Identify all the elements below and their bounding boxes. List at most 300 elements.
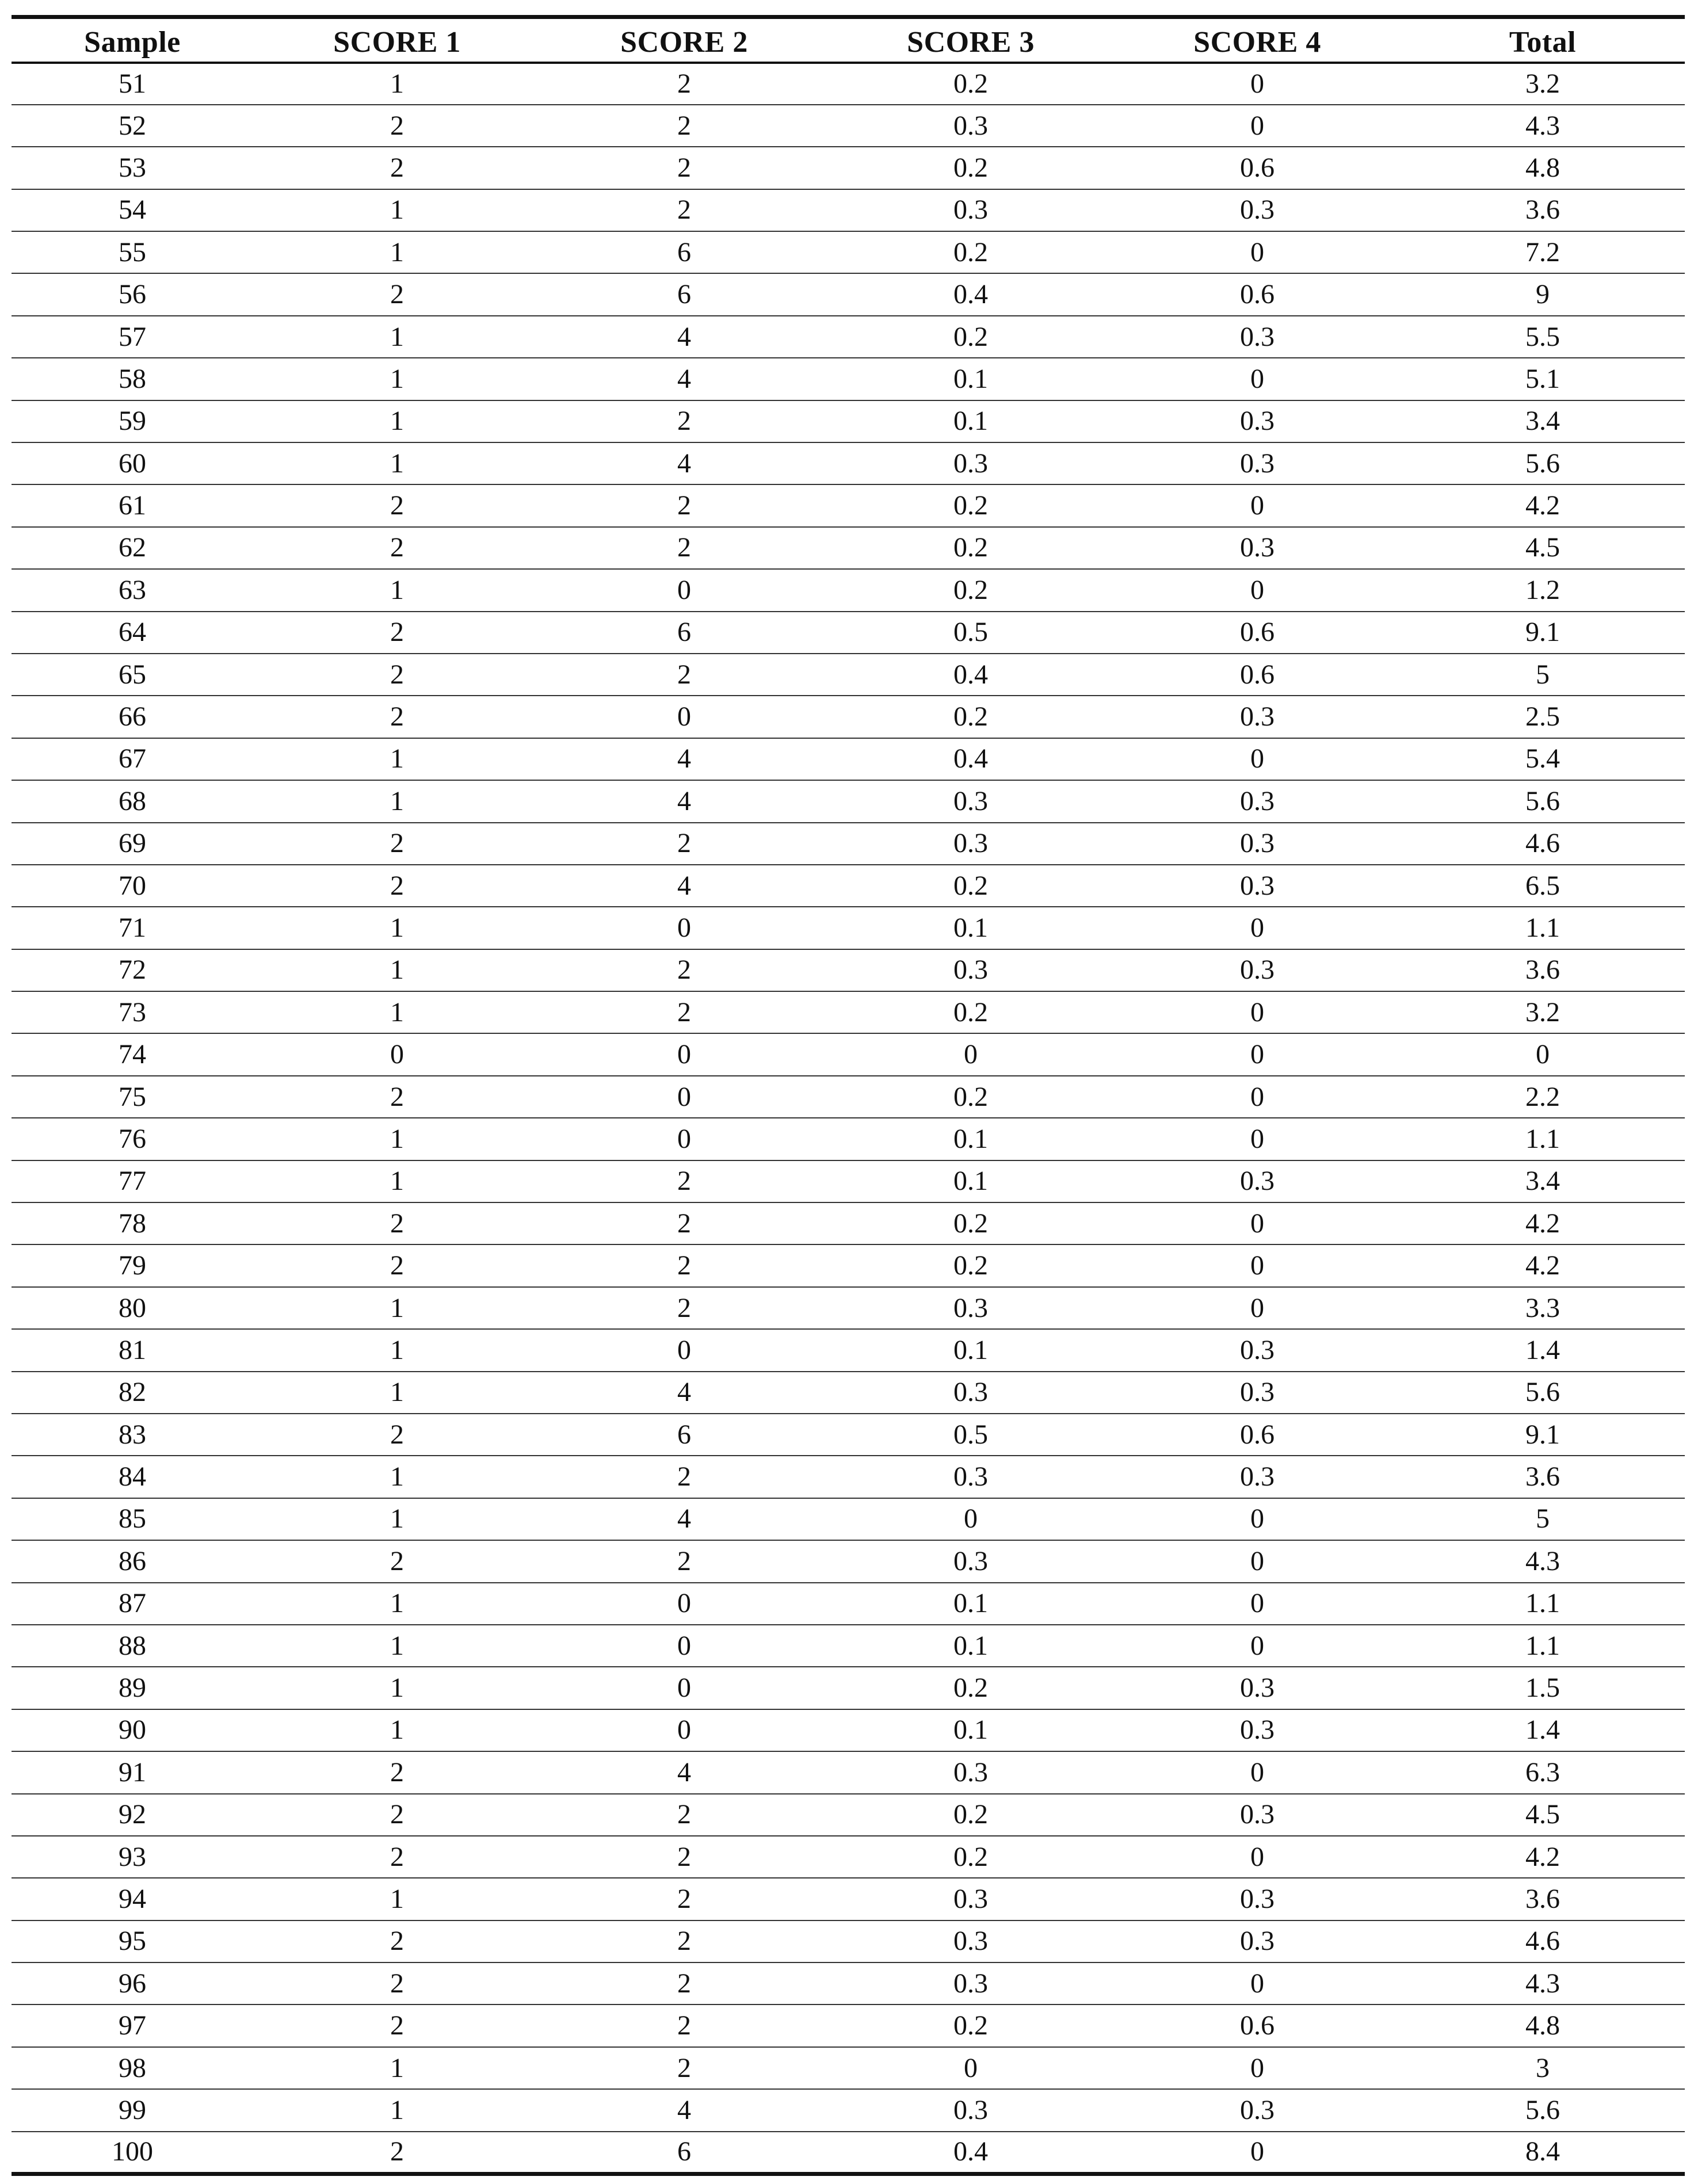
cell-sample: 83 <box>12 1414 253 1456</box>
table-row <box>12 1160 1685 1202</box>
cell-score-4: 0.3 <box>1114 1667 1401 1709</box>
table-row <box>12 484 1685 526</box>
cell-score-4: 0.3 <box>1114 1920 1401 1962</box>
cell-total: 5 <box>1401 1498 1685 1540</box>
cell-score-2: 6 <box>541 231 827 273</box>
table-row <box>12 273 1685 315</box>
table-row <box>12 527 1685 569</box>
cell-score-4: 0 <box>1114 358 1401 400</box>
cell-score-1: 2 <box>253 1794 541 1836</box>
cell-score-2: 0 <box>541 1329 827 1371</box>
cell-score-3: 0.2 <box>827 1244 1114 1286</box>
cell-score-1: 1 <box>253 2047 541 2089</box>
cell-sample: 76 <box>12 1118 253 1160</box>
cell-sample: 61 <box>12 484 253 526</box>
cell-total: 5.1 <box>1401 358 1685 400</box>
table-row <box>12 907 1685 949</box>
cell-total: 9.1 <box>1401 1414 1685 1456</box>
cell-score-3: 0.3 <box>827 1751 1114 1793</box>
table-row <box>12 696 1685 738</box>
cell-score-4: 0.3 <box>1114 316 1401 358</box>
cell-score-4: 0.6 <box>1114 273 1401 315</box>
cell-sample: 86 <box>12 1540 253 1582</box>
table-row <box>12 1076 1685 1118</box>
cell-score-1: 2 <box>253 1076 541 1118</box>
cell-score-1: 2 <box>253 1920 541 1962</box>
cell-sample: 53 <box>12 147 253 189</box>
cell-score-2: 6 <box>541 1414 827 1456</box>
cell-score-2: 6 <box>541 2132 827 2174</box>
cell-score-1: 2 <box>253 2004 541 2046</box>
cell-score-1: 2 <box>253 1962 541 2004</box>
cell-score-4: 0 <box>1114 1625 1401 1667</box>
cell-score-4: 0.3 <box>1114 696 1401 738</box>
cell-score-4: 0.3 <box>1114 1329 1401 1371</box>
cell-score-2: 2 <box>541 400 827 442</box>
cell-score-3: 0.2 <box>827 1202 1114 1244</box>
cell-score-1: 1 <box>253 1118 541 1160</box>
cell-score-1: 1 <box>253 1160 541 1202</box>
cell-total: 6.3 <box>1401 1751 1685 1793</box>
cell-total: 1.1 <box>1401 1583 1685 1625</box>
cell-score-3: 0.1 <box>827 1625 1114 1667</box>
cell-score-4: 0.6 <box>1114 2004 1401 2046</box>
cell-score-3: 0.3 <box>827 1920 1114 1962</box>
cell-score-1: 2 <box>253 612 541 654</box>
cell-score-1: 1 <box>253 1667 541 1709</box>
cell-total: 1.4 <box>1401 1329 1685 1371</box>
cell-score-4: 0.3 <box>1114 865 1401 907</box>
cell-score-2: 2 <box>541 654 827 696</box>
cell-sample: 58 <box>12 358 253 400</box>
cell-total: 9.1 <box>1401 612 1685 654</box>
cell-sample: 54 <box>12 189 253 231</box>
cell-sample: 87 <box>12 1583 253 1625</box>
cell-score-2: 2 <box>541 1836 827 1878</box>
table-row <box>12 1372 1685 1414</box>
cell-total: 4.6 <box>1401 823 1685 865</box>
cell-score-1: 2 <box>253 1244 541 1286</box>
cell-score-3: 0.3 <box>827 1962 1114 2004</box>
cell-score-2: 0 <box>541 907 827 949</box>
cell-score-3: 0.3 <box>827 823 1114 865</box>
cell-score-2: 2 <box>541 1244 827 1286</box>
cell-total: 3.6 <box>1401 189 1685 231</box>
cell-total: 3 <box>1401 2047 1685 2089</box>
cell-score-4: 0 <box>1114 105 1401 147</box>
cell-score-4: 0 <box>1114 1033 1401 1075</box>
cell-sample: 100 <box>12 2132 253 2174</box>
cell-score-2: 4 <box>541 738 827 780</box>
cell-score-3: 0.3 <box>827 189 1114 231</box>
cell-total: 4.5 <box>1401 527 1685 569</box>
cell-total: 7.2 <box>1401 231 1685 273</box>
cell-score-2: 2 <box>541 484 827 526</box>
cell-score-3: 0 <box>827 1498 1114 1540</box>
header-score-3: SCORE 3 <box>827 17 1114 63</box>
cell-score-3: 0.1 <box>827 907 1114 949</box>
cell-score-3: 0.3 <box>827 949 1114 991</box>
cell-score-2: 0 <box>541 569 827 611</box>
cell-score-2: 2 <box>541 823 827 865</box>
cell-sample: 66 <box>12 696 253 738</box>
cell-sample: 82 <box>12 1372 253 1414</box>
cell-sample: 99 <box>12 2089 253 2131</box>
cell-total: 5.4 <box>1401 738 1685 780</box>
cell-total: 3.6 <box>1401 1456 1685 1498</box>
cell-score-2: 0 <box>541 1667 827 1709</box>
cell-score-3: 0.2 <box>827 1794 1114 1836</box>
cell-score-3: 0.2 <box>827 696 1114 738</box>
table-row <box>12 1962 1685 2004</box>
cell-total: 3.3 <box>1401 1287 1685 1329</box>
cell-total: 2.5 <box>1401 696 1685 738</box>
cell-sample: 78 <box>12 1202 253 1244</box>
cell-score-1: 1 <box>253 63 541 105</box>
cell-score-2: 4 <box>541 358 827 400</box>
cell-total: 4.2 <box>1401 1836 1685 1878</box>
cell-sample: 77 <box>12 1160 253 1202</box>
cell-score-1: 2 <box>253 1836 541 1878</box>
cell-score-1: 1 <box>253 1709 541 1751</box>
table-row <box>12 991 1685 1033</box>
cell-score-1: 2 <box>253 1540 541 1582</box>
cell-score-2: 2 <box>541 1540 827 1582</box>
cell-sample: 85 <box>12 1498 253 1540</box>
cell-score-3: 0.2 <box>827 1836 1114 1878</box>
cell-score-2: 4 <box>541 780 827 822</box>
cell-total: 3.2 <box>1401 63 1685 105</box>
cell-score-3: 0.2 <box>827 865 1114 907</box>
cell-sample: 81 <box>12 1329 253 1371</box>
cell-score-2: 2 <box>541 1878 827 1920</box>
table-row <box>12 865 1685 907</box>
cell-score-1: 1 <box>253 1583 541 1625</box>
cell-score-3: 0.1 <box>827 1329 1114 1371</box>
cell-score-4: 0 <box>1114 1287 1401 1329</box>
cell-total: 4.8 <box>1401 147 1685 189</box>
cell-sample: 64 <box>12 612 253 654</box>
cell-score-3: 0.3 <box>827 1540 1114 1582</box>
cell-score-3: 0.3 <box>827 780 1114 822</box>
cell-score-3: 0.2 <box>827 147 1114 189</box>
cell-total: 1.2 <box>1401 569 1685 611</box>
cell-total: 5.5 <box>1401 316 1685 358</box>
cell-sample: 59 <box>12 400 253 442</box>
cell-score-4: 0.6 <box>1114 612 1401 654</box>
cell-score-4: 0 <box>1114 1076 1401 1118</box>
cell-score-1: 2 <box>253 1414 541 1456</box>
table-row <box>12 1836 1685 1878</box>
cell-score-1: 0 <box>253 1033 541 1075</box>
cell-score-3: 0.2 <box>827 63 1114 105</box>
cell-score-4: 0 <box>1114 1583 1401 1625</box>
cell-score-4: 0 <box>1114 1836 1401 1878</box>
cell-sample: 52 <box>12 105 253 147</box>
cell-score-3: 0.2 <box>827 484 1114 526</box>
table-row <box>12 1878 1685 1920</box>
cell-score-4: 0.3 <box>1114 949 1401 991</box>
cell-score-4: 0 <box>1114 2047 1401 2089</box>
table-row <box>12 442 1685 484</box>
cell-score-1: 1 <box>253 2089 541 2131</box>
cell-score-1: 2 <box>253 2132 541 2174</box>
cell-sample: 88 <box>12 1625 253 1667</box>
cell-sample: 56 <box>12 273 253 315</box>
cell-score-2: 0 <box>541 696 827 738</box>
cell-score-3: 0.5 <box>827 612 1114 654</box>
cell-score-4: 0.3 <box>1114 1878 1401 1920</box>
cell-score-2: 2 <box>541 1920 827 1962</box>
table-row <box>12 400 1685 442</box>
cell-sample: 92 <box>12 1794 253 1836</box>
cell-score-4: 0 <box>1114 1118 1401 1160</box>
cell-score-1: 2 <box>253 147 541 189</box>
cell-score-4: 0 <box>1114 2132 1401 2174</box>
cell-score-3: 0.2 <box>827 1667 1114 1709</box>
cell-score-4: 0.3 <box>1114 1372 1401 1414</box>
cell-score-1: 2 <box>253 1202 541 1244</box>
cell-score-3: 0.3 <box>827 1878 1114 1920</box>
cell-score-3: 0.5 <box>827 1414 1114 1456</box>
table-row <box>12 823 1685 865</box>
cell-score-1: 1 <box>253 991 541 1033</box>
table-row <box>12 2132 1685 2174</box>
cell-sample: 69 <box>12 823 253 865</box>
cell-score-1: 1 <box>253 231 541 273</box>
cell-score-1: 1 <box>253 442 541 484</box>
cell-score-1: 1 <box>253 907 541 949</box>
cell-score-3: 0.3 <box>827 2089 1114 2131</box>
cell-score-3: 0.1 <box>827 358 1114 400</box>
cell-sample: 55 <box>12 231 253 273</box>
header-row <box>12 17 1685 63</box>
cell-score-4: 0 <box>1114 1202 1401 1244</box>
table-row <box>12 569 1685 611</box>
cell-score-3: 0.2 <box>827 316 1114 358</box>
cell-score-4: 0.3 <box>1114 823 1401 865</box>
header-sample: Sample <box>12 17 253 63</box>
table-row <box>12 1498 1685 1540</box>
cell-score-1: 2 <box>253 484 541 526</box>
cell-score-2: 2 <box>541 63 827 105</box>
table-row <box>12 189 1685 231</box>
cell-score-4: 0.3 <box>1114 442 1401 484</box>
table-row <box>12 358 1685 400</box>
cell-sample: 72 <box>12 949 253 991</box>
cell-score-3: 0.4 <box>827 273 1114 315</box>
cell-sample: 62 <box>12 527 253 569</box>
cell-score-3: 0.1 <box>827 1118 1114 1160</box>
cell-sample: 67 <box>12 738 253 780</box>
cell-score-1: 2 <box>253 696 541 738</box>
cell-score-1: 2 <box>253 654 541 696</box>
cell-sample: 79 <box>12 1244 253 1286</box>
cell-score-3: 0.1 <box>827 1160 1114 1202</box>
cell-sample: 80 <box>12 1287 253 1329</box>
cell-total: 5.6 <box>1401 442 1685 484</box>
cell-score-4: 0 <box>1114 1751 1401 1793</box>
cell-sample: 93 <box>12 1836 253 1878</box>
cell-score-1: 1 <box>253 780 541 822</box>
cell-score-3: 0.2 <box>827 1076 1114 1118</box>
cell-score-2: 0 <box>541 1076 827 1118</box>
cell-score-2: 2 <box>541 1456 827 1498</box>
cell-total: 0 <box>1401 1033 1685 1075</box>
cell-score-3: 0.3 <box>827 105 1114 147</box>
cell-total: 3.4 <box>1401 400 1685 442</box>
header-score-1: SCORE 1 <box>253 17 541 63</box>
cell-sample: 63 <box>12 569 253 611</box>
cell-score-2: 0 <box>541 1583 827 1625</box>
cell-score-3: 0.2 <box>827 569 1114 611</box>
cell-score-1: 1 <box>253 1329 541 1371</box>
cell-score-1: 1 <box>253 1287 541 1329</box>
cell-total: 3.2 <box>1401 991 1685 1033</box>
cell-total: 4.5 <box>1401 1794 1685 1836</box>
cell-sample: 57 <box>12 316 253 358</box>
header-total: Total <box>1401 17 1685 63</box>
cell-sample: 97 <box>12 2004 253 2046</box>
table-header <box>12 17 1685 63</box>
cell-total: 4.3 <box>1401 1540 1685 1582</box>
cell-score-2: 2 <box>541 1160 827 1202</box>
table-row <box>12 63 1685 105</box>
cell-score-2: 2 <box>541 1962 827 2004</box>
cell-total: 4.8 <box>1401 2004 1685 2046</box>
cell-score-4: 0 <box>1114 738 1401 780</box>
cell-total: 3.6 <box>1401 1878 1685 1920</box>
cell-score-2: 4 <box>541 442 827 484</box>
cell-score-2: 2 <box>541 991 827 1033</box>
cell-score-4: 0 <box>1114 1962 1401 2004</box>
cell-score-2: 2 <box>541 527 827 569</box>
cell-score-3: 0 <box>827 1033 1114 1075</box>
cell-score-2: 2 <box>541 2004 827 2046</box>
cell-total: 3.6 <box>1401 949 1685 991</box>
table-row <box>12 738 1685 780</box>
table-row <box>12 1583 1685 1625</box>
cell-score-4: 0.3 <box>1114 400 1401 442</box>
table-row <box>12 1920 1685 1962</box>
cell-score-4: 0 <box>1114 1244 1401 1286</box>
cell-score-3: 0 <box>827 2047 1114 2089</box>
table-row <box>12 1202 1685 1244</box>
table-row <box>12 1118 1685 1160</box>
cell-score-2: 0 <box>541 1625 827 1667</box>
cell-score-3: 0.2 <box>827 231 1114 273</box>
cell-sample: 68 <box>12 780 253 822</box>
cell-score-3: 0.4 <box>827 2132 1114 2174</box>
table-row <box>12 147 1685 189</box>
table-row <box>12 2047 1685 2089</box>
cell-total: 3.4 <box>1401 1160 1685 1202</box>
cell-score-2: 6 <box>541 612 827 654</box>
cell-score-4: 0.3 <box>1114 780 1401 822</box>
cell-score-1: 1 <box>253 316 541 358</box>
cell-score-2: 2 <box>541 2047 827 2089</box>
cell-score-4: 0 <box>1114 1540 1401 1582</box>
cell-sample: 91 <box>12 1751 253 1793</box>
cell-total: 1.4 <box>1401 1709 1685 1751</box>
cell-score-3: 0.3 <box>827 442 1114 484</box>
cell-total: 4.3 <box>1401 105 1685 147</box>
cell-score-3: 0.3 <box>827 1372 1114 1414</box>
cell-score-1: 1 <box>253 400 541 442</box>
cell-score-1: 1 <box>253 189 541 231</box>
table-row <box>12 612 1685 654</box>
table-row <box>12 1287 1685 1329</box>
cell-total: 1.1 <box>1401 1625 1685 1667</box>
table-row <box>12 1709 1685 1751</box>
table-row <box>12 2004 1685 2046</box>
cell-sample: 71 <box>12 907 253 949</box>
cell-score-1: 2 <box>253 273 541 315</box>
cell-score-3: 0.1 <box>827 400 1114 442</box>
cell-total: 4.2 <box>1401 1202 1685 1244</box>
table-row <box>12 1456 1685 1498</box>
cell-total: 9 <box>1401 273 1685 315</box>
cell-sample: 90 <box>12 1709 253 1751</box>
cell-score-4: 0.6 <box>1114 1414 1401 1456</box>
table-row <box>12 1667 1685 1709</box>
cell-sample: 89 <box>12 1667 253 1709</box>
cell-total: 2.2 <box>1401 1076 1685 1118</box>
cell-score-3: 0.3 <box>827 1287 1114 1329</box>
cell-score-4: 0 <box>1114 63 1401 105</box>
table-row <box>12 654 1685 696</box>
table-row <box>12 1751 1685 1793</box>
cell-sample: 96 <box>12 1962 253 2004</box>
cell-score-2: 4 <box>541 1372 827 1414</box>
table-row <box>12 231 1685 273</box>
cell-total: 5.6 <box>1401 2089 1685 2131</box>
cell-score-4: 0.3 <box>1114 1160 1401 1202</box>
cell-sample: 95 <box>12 1920 253 1962</box>
cell-total: 8.4 <box>1401 2132 1685 2174</box>
cell-sample: 65 <box>12 654 253 696</box>
table-row <box>12 1033 1685 1075</box>
table-row <box>12 780 1685 822</box>
cell-score-4: 0.6 <box>1114 654 1401 696</box>
cell-sample: 75 <box>12 1076 253 1118</box>
cell-score-1: 1 <box>253 1372 541 1414</box>
cell-score-4: 0.3 <box>1114 189 1401 231</box>
table-row <box>12 1329 1685 1371</box>
cell-score-4: 0.3 <box>1114 2089 1401 2131</box>
cell-score-1: 1 <box>253 1456 541 1498</box>
cell-sample: 60 <box>12 442 253 484</box>
table-row <box>12 949 1685 991</box>
cell-score-1: 1 <box>253 569 541 611</box>
table-body <box>12 63 1685 2174</box>
cell-score-3: 0.1 <box>827 1583 1114 1625</box>
cell-score-1: 1 <box>253 1498 541 1540</box>
cell-score-1: 1 <box>253 1878 541 1920</box>
cell-total: 4.3 <box>1401 1962 1685 2004</box>
cell-score-2: 0 <box>541 1709 827 1751</box>
table-row <box>12 105 1685 147</box>
cell-score-4: 0 <box>1114 484 1401 526</box>
table-row <box>12 1244 1685 1286</box>
cell-score-2: 4 <box>541 1751 827 1793</box>
cell-score-1: 1 <box>253 358 541 400</box>
cell-score-1: 1 <box>253 738 541 780</box>
cell-score-4: 0 <box>1114 1498 1401 1540</box>
table-row <box>12 1414 1685 1456</box>
cell-score-2: 2 <box>541 1287 827 1329</box>
cell-score-4: 0.3 <box>1114 1794 1401 1836</box>
